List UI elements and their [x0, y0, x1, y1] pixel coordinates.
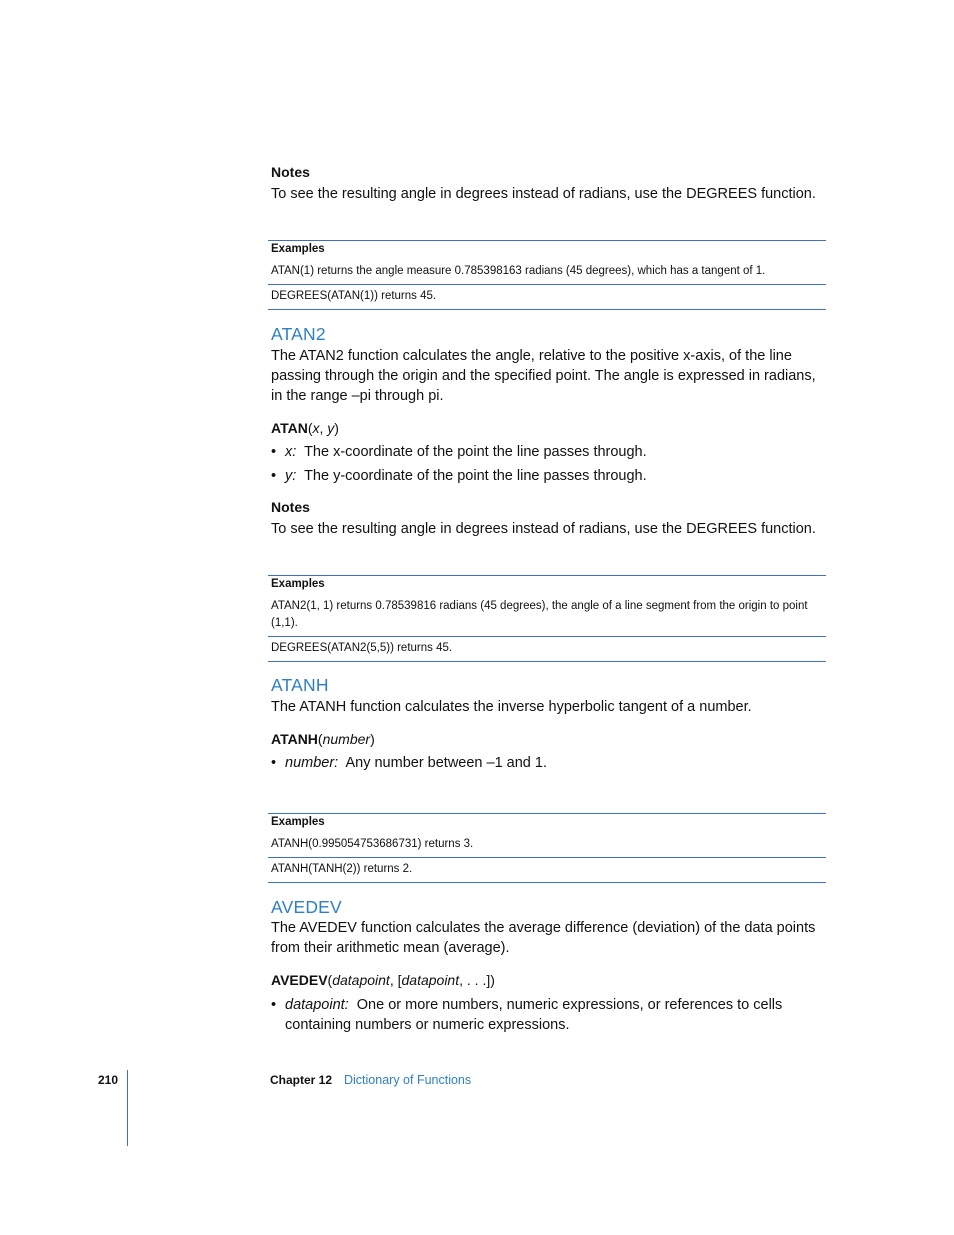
param-text: Any number between –1 and 1.	[345, 755, 547, 771]
syntax-punct: )	[334, 420, 339, 436]
param-item	[271, 995, 805, 1035]
examples-heading: Examples	[271, 243, 325, 255]
function-title: ATANH	[271, 675, 329, 695]
footer-chapter-title[interactable]: Dictionary of Functions	[344, 1073, 472, 1087]
function-description: The ATAN2 function calculates the angle, relative to the positive x-axis, of the line passing through the origin and the specified point. The angle is expressed in radians, in the range –pi through pi.	[271, 348, 816, 404]
example-row: ATAN(1) returns the angle measure 0.785398163 radians (45 degrees), which has a tangent of 1.	[268, 260, 826, 285]
notes-text: To see the resulting angle in degrees instead of radians, use the DEGREES function.	[271, 521, 816, 537]
examples-heading: Examples	[271, 816, 325, 828]
syntax-punct: (	[317, 731, 323, 747]
syntax-punct: , . . .])	[459, 972, 495, 988]
example-row: DEGREES(ATAN(1)) returns 45.	[268, 285, 826, 310]
bullet-icon: •	[271, 755, 277, 771]
param-name: number:	[285, 755, 339, 771]
function-description: The ATANH function calculates the inverse hyperbolic tangent of a number.	[271, 699, 752, 715]
param-name: x:	[285, 444, 297, 460]
function-title: ATAN2	[271, 324, 326, 344]
param-name: datapoint:	[285, 997, 349, 1013]
param-name: y:	[285, 468, 297, 484]
param-text: The y-coordinate of the point the line passes through.	[304, 468, 647, 484]
function-title: AVEDEV	[271, 897, 342, 917]
example-row: ATANH(TANH(2)) returns 2.	[268, 858, 826, 883]
example-row: ATANH(0.995054753686731) returns 3.	[268, 833, 826, 858]
syntax-arg: datapoint	[332, 972, 390, 988]
param-text: One or more numbers, numeric expressions, or references to cells containing numbers or numeric expressions.	[285, 997, 783, 1033]
syntax-punct: (	[327, 972, 333, 988]
notes-heading: Notes	[271, 164, 310, 180]
function-syntax	[271, 731, 375, 747]
bullet-icon: •	[271, 468, 277, 484]
function-description: The AVEDEV function calculates the average difference (deviation) of the data points from their arithmetic mean (average).	[271, 920, 816, 956]
example-row: DEGREES(ATAN2(5,5)) returns 45.	[268, 637, 826, 662]
syntax-arg: datapoint	[401, 972, 460, 988]
syntax-function-name: ATANH	[271, 731, 318, 747]
examples-table	[268, 813, 826, 883]
syntax-punct: (	[307, 420, 313, 436]
example-row: ATAN2(1, 1) returns 0.78539816 radians (45 degrees), the angle of a line segment from the origin to point (1,1).	[268, 595, 826, 637]
examples-table	[268, 240, 826, 310]
notes-heading: Notes	[271, 499, 310, 515]
syntax-punct: )	[370, 731, 375, 747]
syntax-arg: y	[327, 420, 335, 436]
param-item	[271, 442, 825, 462]
param-item	[271, 753, 825, 773]
param-text: The x-coordinate of the point the line passes through.	[304, 444, 647, 460]
footer-divider	[127, 1070, 128, 1146]
syntax-arg: x	[312, 420, 320, 436]
syntax-arg: number	[322, 731, 371, 747]
function-syntax	[271, 972, 495, 988]
syntax-function-name: AVEDEV	[271, 972, 328, 988]
examples-table	[268, 575, 826, 662]
syntax-punct: ,	[319, 420, 328, 436]
examples-heading: Examples	[271, 578, 325, 590]
syntax-function-name: ATAN	[271, 420, 308, 436]
function-syntax	[271, 420, 339, 436]
bullet-icon: •	[271, 997, 277, 1013]
notes-text: To see the resulting angle in degrees instead of radians, use the DEGREES function.	[271, 186, 816, 202]
page-number: 210	[98, 1073, 119, 1087]
bullet-icon: •	[271, 444, 277, 460]
footer-chapter: Chapter 12	[270, 1073, 333, 1087]
param-item	[271, 466, 825, 486]
syntax-punct: , [	[389, 972, 402, 988]
